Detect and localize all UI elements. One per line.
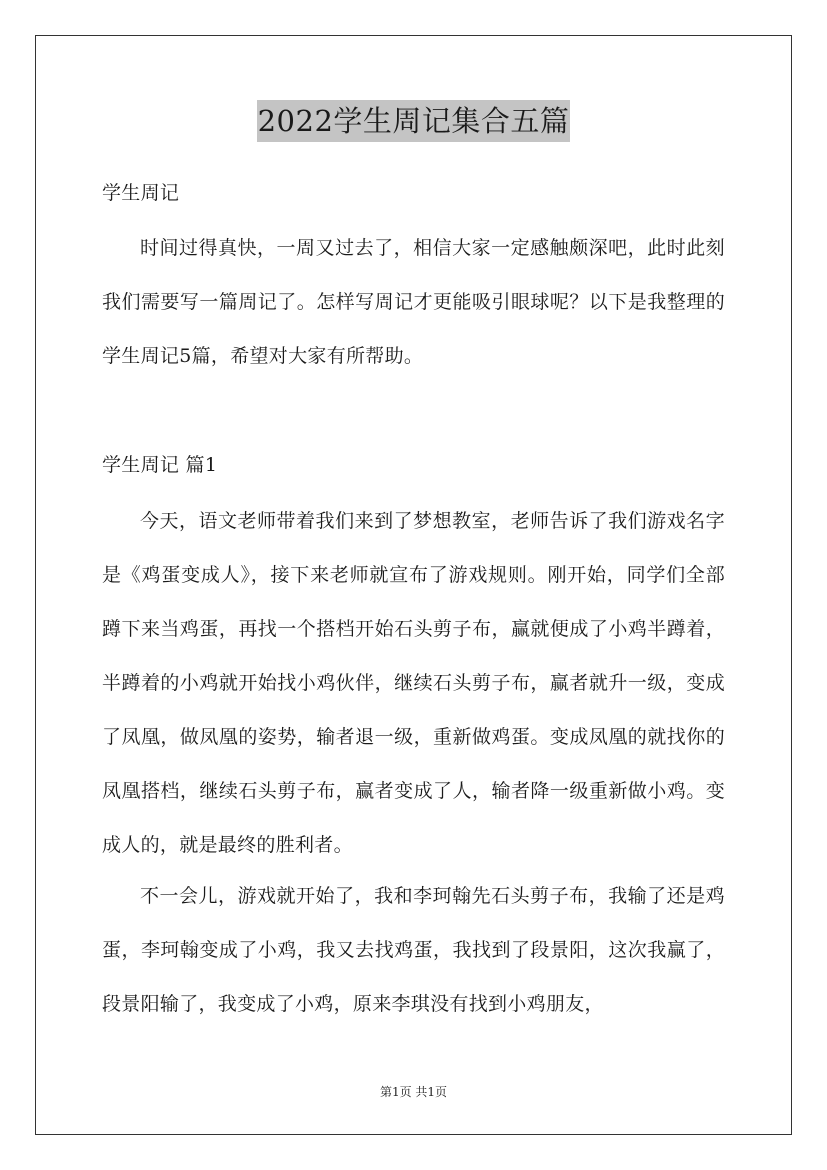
document-title: 2022学生周记集合五篇 xyxy=(257,100,571,142)
page-footer: 第1页 共1页 xyxy=(379,1085,448,1099)
title-container xyxy=(0,100,827,142)
intro-heading: 学生周记 xyxy=(102,182,180,204)
intro-paragraph: 时间过得真快，一周又过去了，相信大家一定感触颇深吧，此时此刻我们需要写一篇周记了。怎样写周记才更能吸引眼球呢？以下是我整理的学生周记5篇，希望对大家有所帮助。 xyxy=(102,237,725,367)
body-paragraph-1: 今天，语文老师带着我们来到了梦想教室，老师告诉了我们游戏名字是《鸡蛋变成人》，接下来老师就宣布了游戏规则。刚开始，同学们全部蹲下来当鸡蛋，再找一个搭档开始石头剪子布，赢就便成了小鸡半蹲着，半蹲着的小鸡就开始找小鸡伙伴，继续石头剪子布，赢者就升一级，变成了凤凰，做凤凰的姿势，输者退一级，重新做鸡蛋。变成凤凰的就找你的凤凰搭档，继续石头剪子布，赢者变成了人，输者降一级重新做小鸡。变成人的，就是最终的胜利者。 xyxy=(102,510,725,856)
section-1-heading: 学生周记 篇1 xyxy=(102,454,218,476)
body-paragraph-2: 不一会儿，游戏就开始了，我和李珂翰先石头剪子布，我输了还是鸡蛋，李珂翰变成了小鸡，我又去找鸡蛋，我找到了段景阳，这次我赢了，段景阳输了，我变成了小鸡，原来李琪没有找到小鸡朋友， xyxy=(102,885,725,1015)
